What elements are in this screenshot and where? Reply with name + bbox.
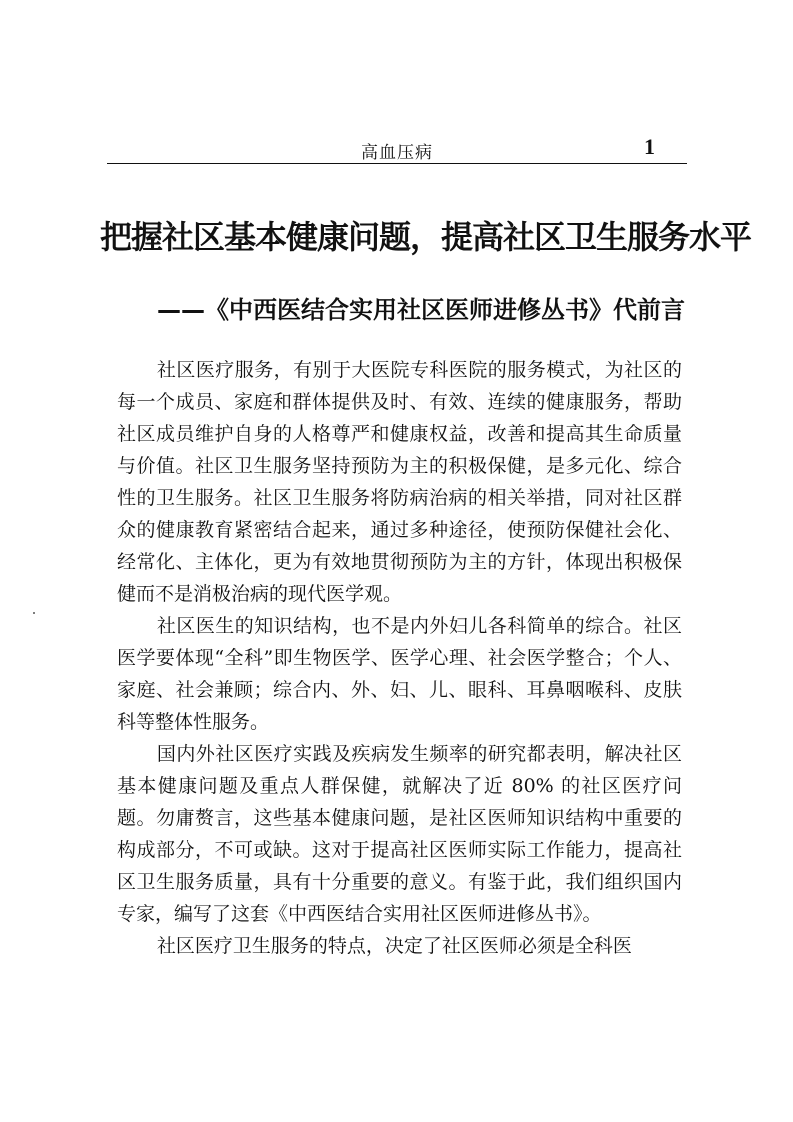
header-rule — [107, 163, 687, 164]
article-body — [117, 354, 682, 962]
paragraph: 社区医疗服务，有别于大医院专科医院的服务模式，为社区的每一个成员、家庭和群体提供及时、有效、连续的健康服务，帮助社区成员维护自身的人格尊严和健康权益，改善和提高其生命质量与价值。社区卫生服务坚持预防为主的积极保健，是多元化、综合性的卫生服务。社区卫生服务将防病治病的相关举措，同对社区群众的健康教育紧密结合起来，通过多种途径，使预防保健社会化、经常化、主体化，更为有效地贯彻预防为主的方针，体现出积极保健而不是消极治病的现代医学观。 — [117, 359, 682, 605]
page-number: 1 — [644, 134, 655, 159]
running-header — [107, 128, 687, 164]
paragraph: 社区医生的知识结构，也不是内外妇儿各科简单的综合。社区医学要体现“全科”即生物医学、医学心理、社会医学整合；个人、家庭、社会兼顾；综合内、外、妇、儿、眼科、耳鼻咽喉科、皮肤科等整体性服务。 — [117, 615, 682, 733]
paragraph: 国内外社区医疗实践及疾病发生频率的研究都表明，解决社区基本健康问题及重点人群保健，就解决了近 80% 的社区医疗问题。勿庸赘言，这些基本健康问题，是社区医师知识结构中重要的构成部分，不可或缺。这对于提高社区医师实际工作能力，提高社区卫生服务质量，具有十分重要的意义。有鉴于此，我们组织国内专家，编写了这套《中西医结合实用社区医师进修丛书》。 — [117, 743, 682, 925]
paragraph: 社区医疗卫生服务的特点，决定了社区医师必须是全科医 — [156, 935, 632, 957]
header-title: 高血压病 — [361, 143, 433, 163]
scan-speck — [33, 612, 35, 614]
article-subtitle: ——《中西医结合实用社区医师进修丛书》代前言 — [157, 296, 685, 324]
article-title: 把握社区基本健康问题，提高社区卫生服务水平 — [100, 218, 752, 256]
